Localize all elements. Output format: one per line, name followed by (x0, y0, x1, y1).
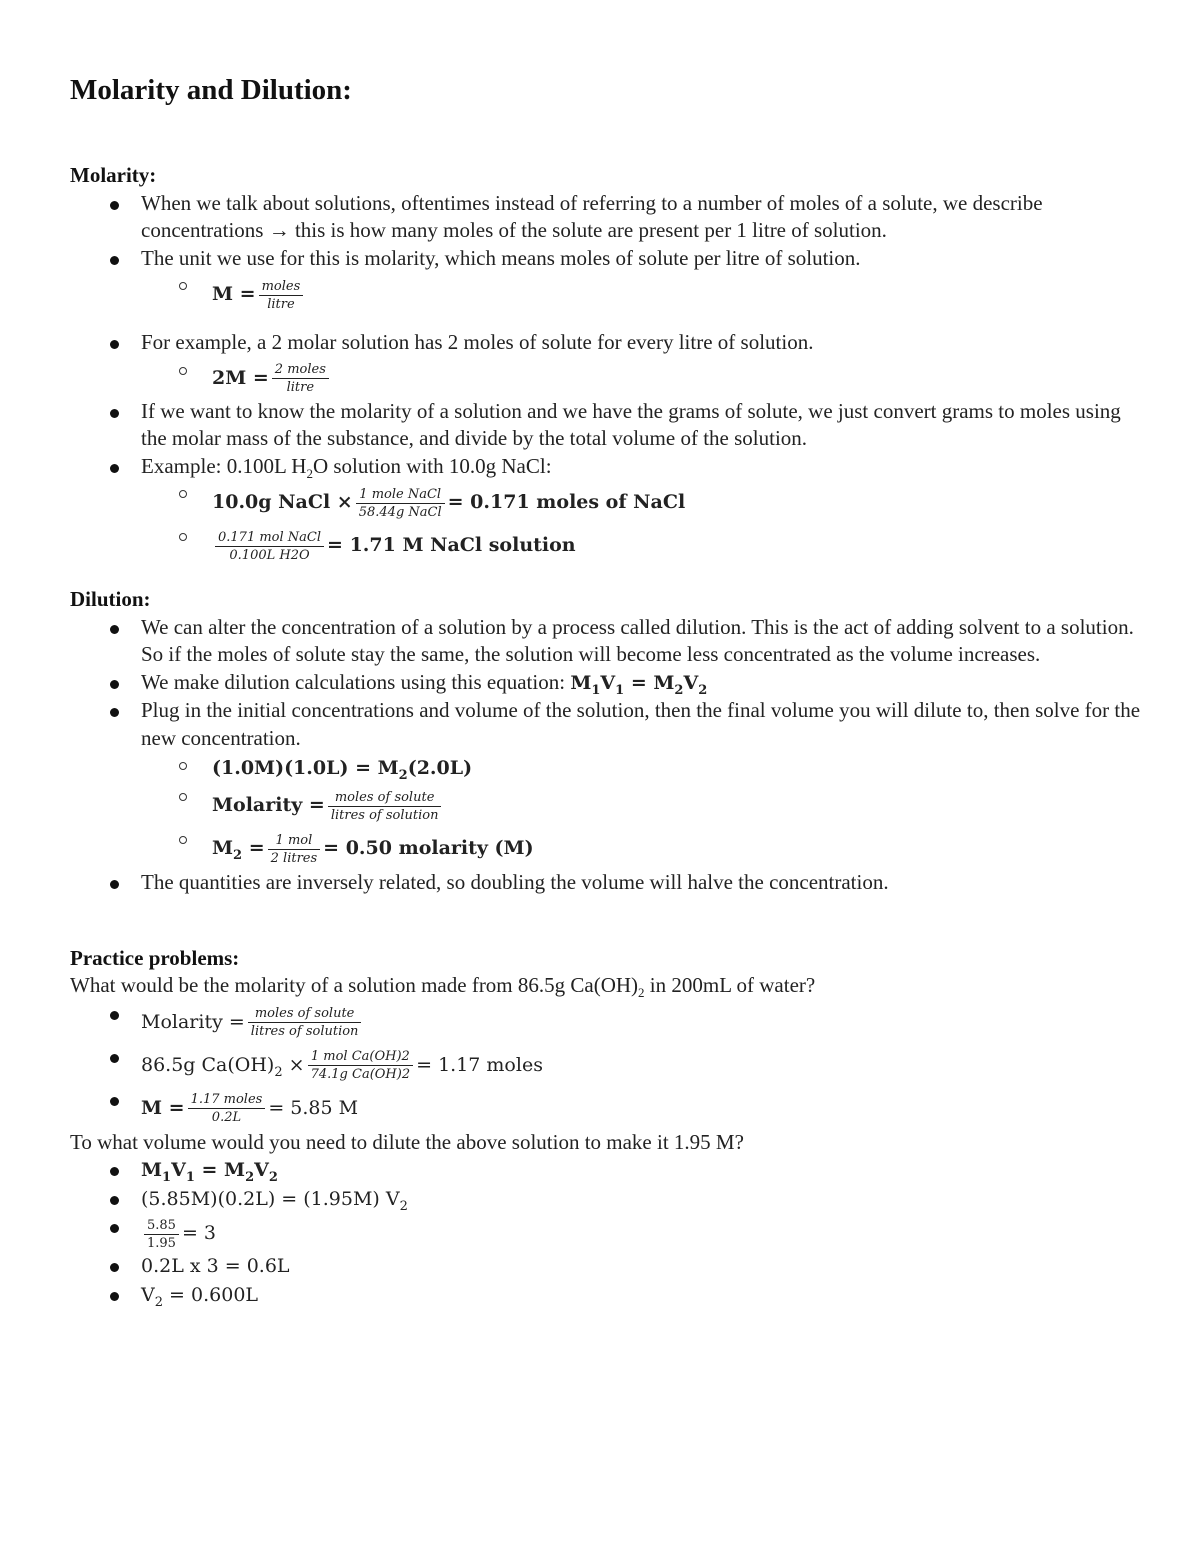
formula-molarity-result: $\frac{\text{0.171 mol NaCl}}{\text{0.100L H2O}}$ = 1.71 M NaCl solution (70, 523, 1150, 566)
formula-m2-result: $M_2$ = $\frac{\text{1 mol}}{\text{2 litres}}$ = 0.50 molarity (M) (70, 826, 1150, 869)
dilution-list (70, 614, 1150, 897)
list-item: M = $\frac{\text{1.17 moles}}{0.2L}$ = 5.85 M (70, 1086, 1150, 1129)
list-item: 0.2L x 3 = 0.6L (70, 1252, 1150, 1281)
list-item: (5.85M)(0.2L) = (1.95M) $V_2$ (70, 1185, 1150, 1214)
practice-question-2: To what volume would you need to dilute the above solution to make it 1.95 M? (70, 1129, 744, 1154)
molarity-list (70, 190, 1150, 316)
molarity-list-cont (70, 329, 1150, 566)
list-item: Example: 0.100L $H_2O$ solution with 10.0g NaCl: (70, 453, 1150, 481)
list-item: 86.5g $Ca(OH)_2$ × $\frac{\text{1 mol Ca(OH)2}}{\text{74.1g Ca(OH)2}}$ = 1.17 moles (70, 1043, 1150, 1086)
formula-2m-example: 2M = $\frac{\text{2 moles}}{\text{litre}}$ (70, 357, 1150, 398)
practice-list-1 (70, 1000, 1150, 1129)
dilution-equation: $M_1V_1 = M_2V_2$ (570, 671, 708, 698)
document-page (70, 70, 1150, 1309)
list-item: Molarity = $\frac{\text{moles of solute}}{\text{litres of solution}}$ (70, 1000, 1150, 1043)
page-title: Molarity and Dilution: (70, 74, 352, 106)
practice-heading: Practice problems: (70, 945, 240, 970)
formula-molarity-words: Molarity = $\frac{\text{moles of solute}}{\text{litres of solution}}$ (70, 783, 1150, 826)
list-item: $\frac{5.85}{1.95}$ = 3 (70, 1213, 1150, 1252)
molarity-heading: Molarity: (70, 163, 157, 187)
formula-grams-to-moles: 10.0g NaCl × $\frac{\text{1 mole NaCl}}{\text{58.44g NaCl}}$ = 0.171 moles of NaCl (70, 480, 1150, 523)
list-item: $M_1V_1 = M_2V_2$ (70, 1156, 1150, 1185)
list-item: We can alter the concentration of a solution by a process called dilution. This is the act of adding solvent to a solution. So if the moles of solute stay the same, the solution will become less concentrated as the volume increases. (70, 614, 1150, 669)
list-item: The unit we use for this is molarity, which means moles of solute per litre of solution. (70, 245, 1150, 273)
practice-list-2 (70, 1156, 1150, 1309)
list-item: For example, a 2 molar solution has 2 moles of solute for every litre of solution. (70, 329, 1150, 357)
list-item: When we talk about solutions, oftentimes instead of referring to a number of moles of a solute, we describe concentrations → this is how many moles of the solute are present per 1 litre of solution. (70, 190, 1150, 245)
dilution-heading: Dilution: (70, 587, 151, 611)
list-item: Plug in the initial concentrations and volume of the solution, then the final volume you will dilute to, then solve for the new concentration. (70, 697, 1150, 752)
list-item: If we want to know the molarity of a solution and we have the grams of solute, we just convert grams to moles using the molar mass of the substance, and divide by the total volume of the solution. (70, 398, 1150, 453)
list-item: We make dilution calculations using this equation: $M_1V_1 = M_2V_2$ (70, 669, 1150, 698)
list-item: The quantities are inversely related, so doubling the volume will halve the concentration. (70, 869, 1150, 897)
formula-dilution-setup: $(1.0M)(1.0L) = M_2(2.0L)$ (70, 752, 1150, 783)
list-item: $V_2 = 0.600L$ (70, 1281, 1150, 1310)
practice-question-1: What would be the molarity of a solution made from 86.5g $Ca(OH)_2$ in 200mL of water? (70, 973, 816, 1001)
formula-molarity-definition: M = $\frac{\text{moles}}{\text{litre}}$ (70, 272, 1150, 315)
